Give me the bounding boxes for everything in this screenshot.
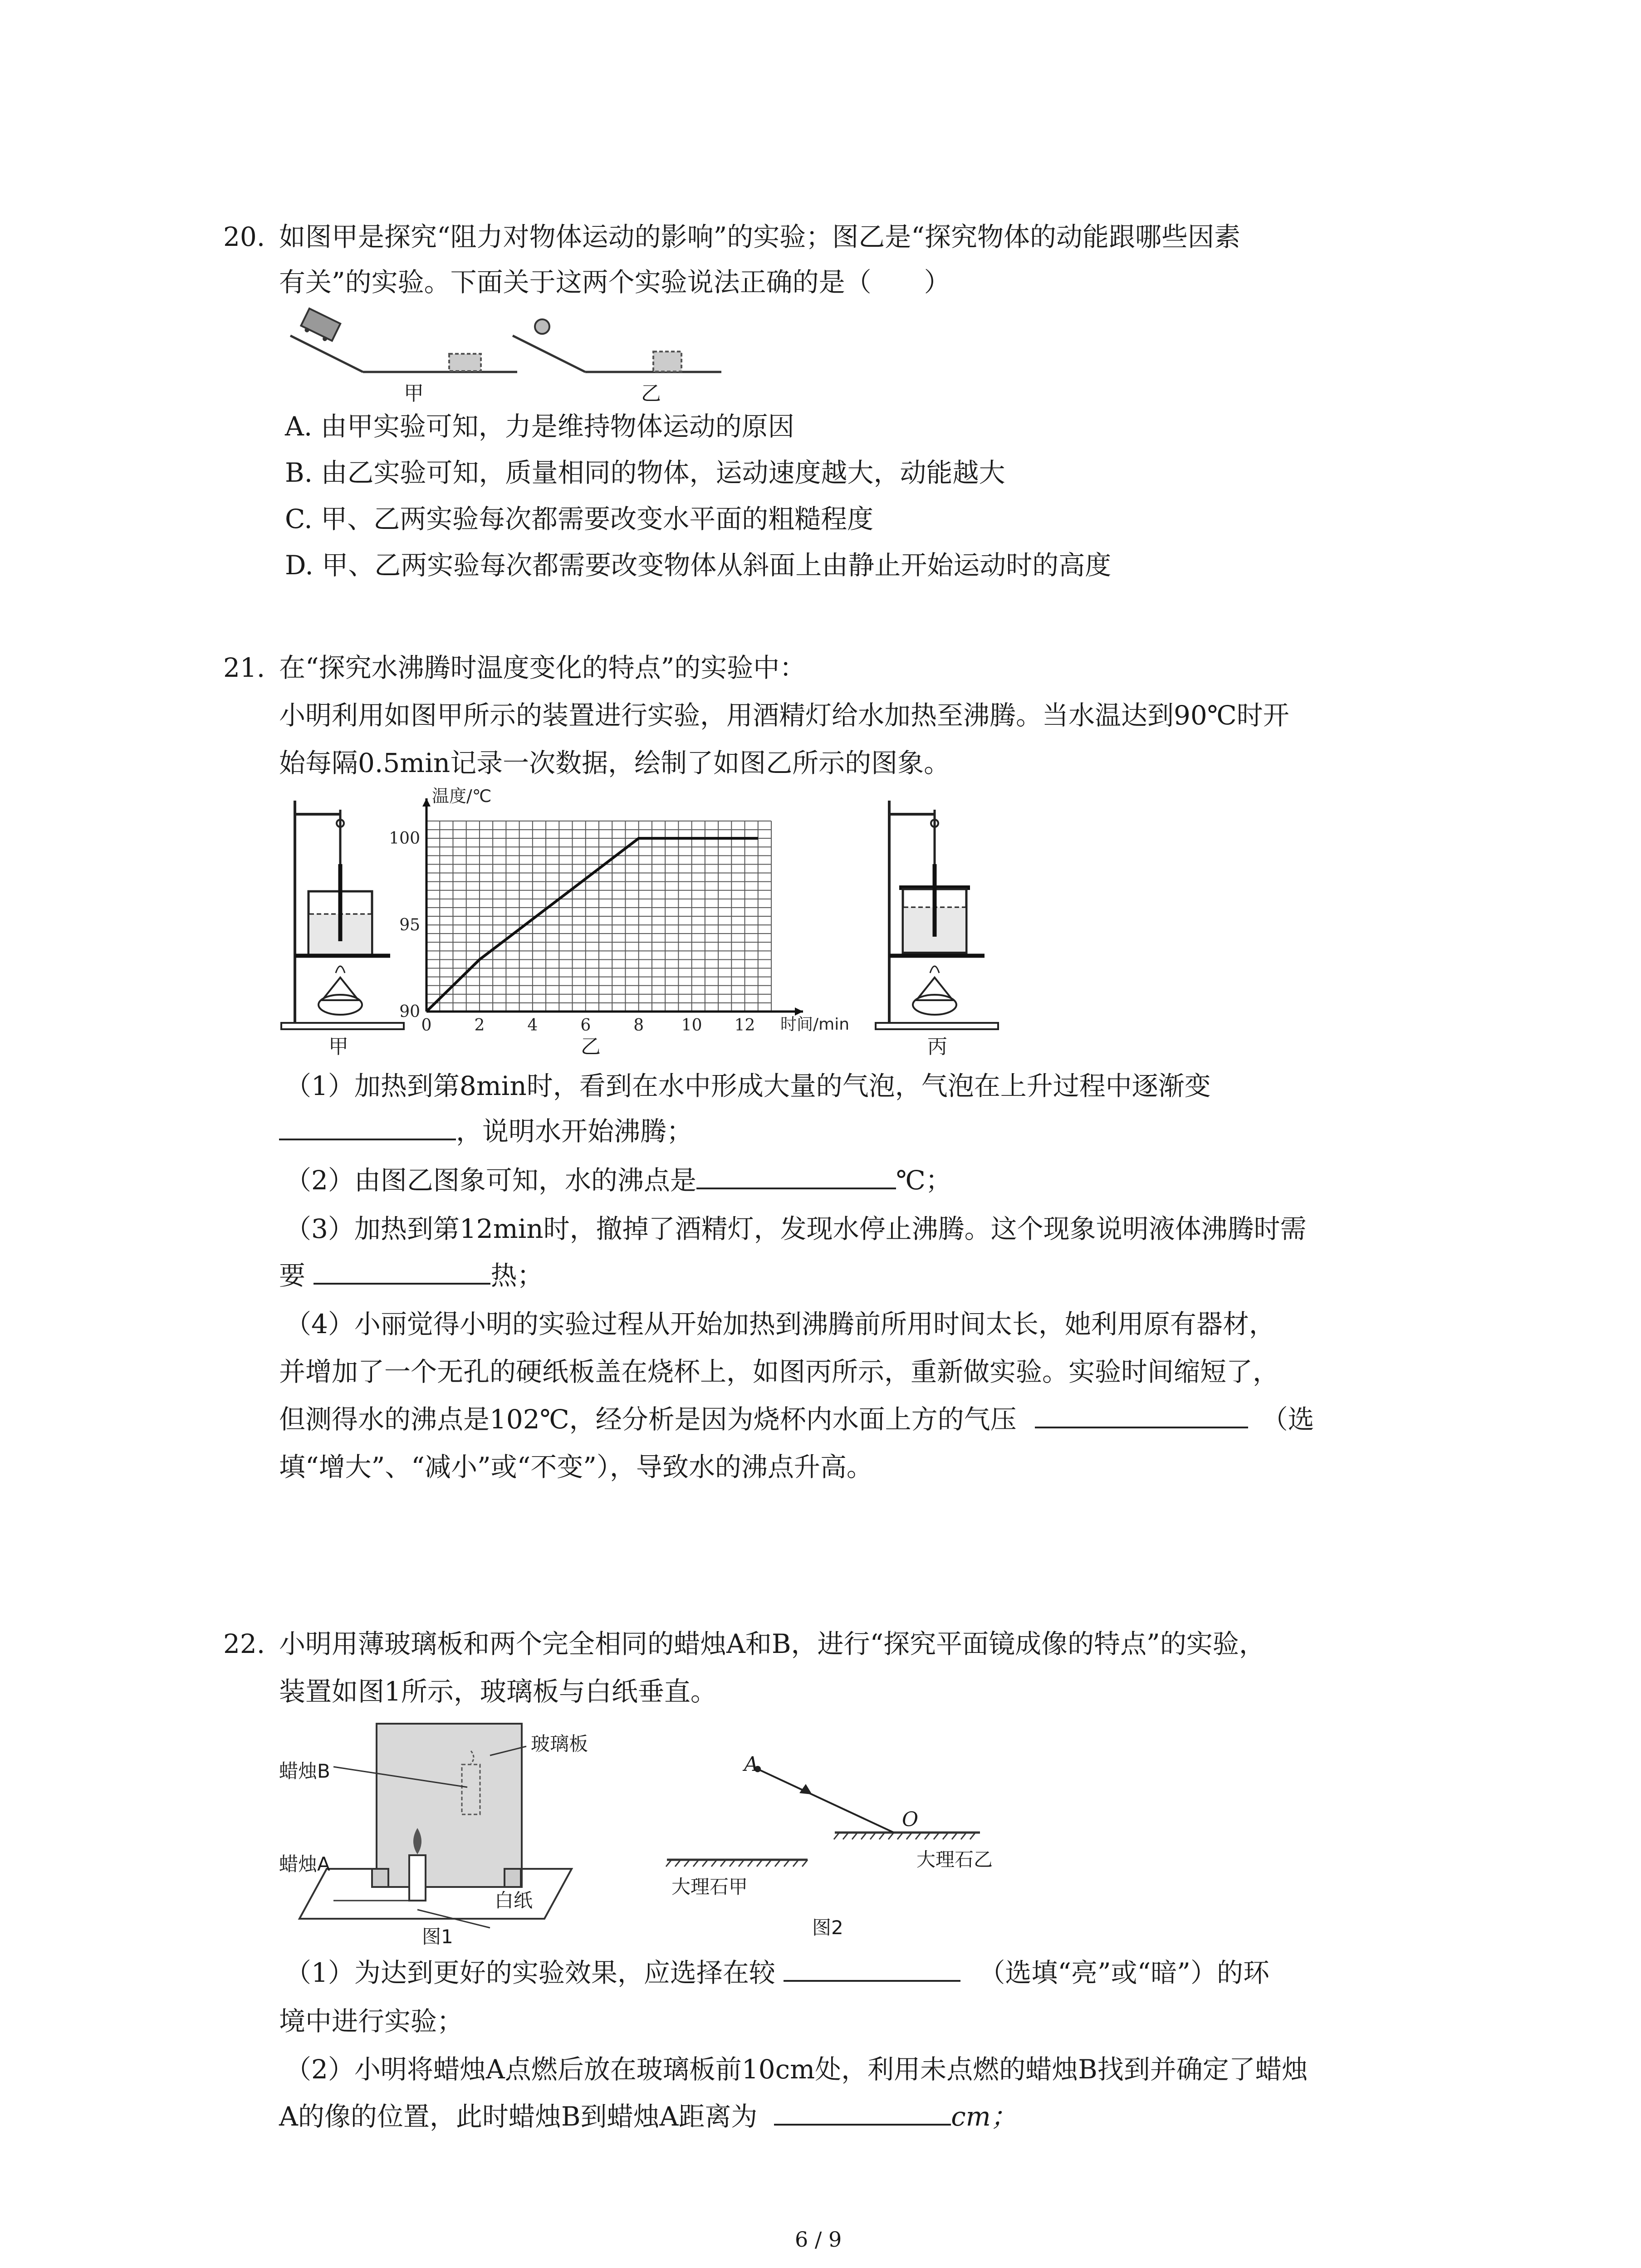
q22-p1-line2: 境中进行实验； [279, 2006, 464, 2037]
x-tick-label: 10 [681, 1016, 702, 1035]
x-tick-label: 8 [633, 1016, 644, 1035]
chart-ylabel: 温度/℃ [432, 786, 492, 806]
fig2-caption: 图2 [812, 1916, 843, 1939]
q22-p1-line1 [285, 1957, 1269, 1989]
q22-p2-line1: （2）小明将蜡烛A点燃后放在玻璃板前10cm处，利用未点燃的蜡烛B找到并确定了蜡烛 [285, 2054, 1308, 2085]
q21-p2-line [285, 1165, 952, 1197]
q22-blank-2[interactable] [774, 2101, 951, 2126]
q22-p1-text: （1）为达到更好的实验效果，应选择在较 [285, 1957, 775, 1988]
q22-stem-line2: 装置如图1所示，玻璃板与白纸垂直。 [279, 1676, 717, 1707]
fig2-label-o: O [902, 1808, 919, 1831]
fig1-caption: 图1 [422, 1926, 453, 1948]
q22-stem-line1: 小明用薄玻璃板和两个完全相同的蜡烛A和B，进行“探究平面镜成像的特点”的实验， [279, 1628, 1265, 1659]
q21-p4-line2: 并增加了一个无孔的硬纸板盖在烧杯上，如图丙所示，重新做实验。实验时间缩短了， [279, 1356, 1279, 1387]
q21-blank-2[interactable] [696, 1165, 896, 1189]
x-axis-arrow [795, 1007, 803, 1016]
q20-figure-yi [504, 308, 740, 417]
x-tick-label: 2 [474, 1016, 485, 1035]
q22-number: 22. [223, 1628, 265, 1659]
q20-number: 20. [223, 221, 265, 252]
x-tick-label: 0 [421, 1016, 432, 1035]
q21-p4-line3 [279, 1404, 1314, 1436]
q20-stem-line2: 有关”的实验。下面关于这两个实验说法正确的是（ ） [279, 267, 950, 298]
x-tick-label: 12 [734, 1016, 755, 1035]
q21-fig-label-jia: 甲 [328, 1035, 348, 1058]
q21-fig-label-yi: 乙 [581, 1035, 601, 1058]
q21-p3-text: 要 [279, 1260, 306, 1291]
x-tick-label: 6 [580, 1016, 591, 1035]
q21-p2-text: （2）由图乙图象可知，水的沸点是 [285, 1165, 696, 1196]
q21-p3-line2 [279, 1260, 543, 1292]
q20-option-b: B. 由乙实验可知，质量相同的物体，运动速度越大，动能越大 [285, 457, 1005, 488]
chart-xlabel: 时间/min [780, 1015, 850, 1034]
q21-p1-line1: （1）加热到第8min时，看到在水中形成大量的气泡，气泡在上升过程中逐渐变 [285, 1070, 1211, 1101]
y-tick-label: 90 [399, 1002, 420, 1021]
x-tick-label: 4 [527, 1016, 538, 1035]
q20-fig-label-yi: 乙 [641, 382, 661, 405]
fig1-label-paper: 白纸 [495, 1889, 533, 1911]
chart-grid [426, 821, 771, 1012]
q22-blank-1[interactable] [784, 1957, 960, 1982]
q21-fig-label-bing: 丙 [927, 1035, 947, 1058]
fig2-label-marble-yi: 大理石乙 [916, 1848, 993, 1871]
q22-figure-2 [653, 1751, 1062, 1896]
q21-stem-line2: 小明利用如图甲所示的装置进行实验，用酒精灯给水加热至沸腾。当水温达到90℃时开 [279, 700, 1289, 731]
q20-stem-line1: 如图甲是探究“阻力对物体运动的影响”的实验；图乙是“探究物体的动能跟哪些因素 [279, 221, 1240, 252]
y-tick-label: 95 [399, 916, 420, 935]
q21-p4-text: 但测得水的沸点是102℃，经分析是因为烧杯内水面上方的气压 [279, 1404, 1017, 1435]
q21-chart [381, 785, 850, 1039]
q20-option-a: A. 由甲实验可知，力是维持物体运动的原因 [285, 411, 794, 442]
q22-p2-unit: cm； [951, 2101, 1017, 2132]
q21-p1-line2-text: ，说明水开始沸腾； [456, 1116, 693, 1147]
q21-stem-line3: 始每隔0.5min记录一次数据，绘制了如图乙所示的图象。 [279, 748, 950, 778]
q22-p2-line2 [279, 2101, 1017, 2133]
q21-blank-1[interactable] [279, 1116, 456, 1140]
q20-option-c: C. 甲、乙两实验每次都需要改变水平面的粗糙程度 [285, 503, 874, 534]
q22-p1-tail: （选填“亮”或“暗”）的环 [979, 1957, 1269, 1988]
q21-blank-4[interactable] [1035, 1404, 1248, 1428]
q21-p4-line1: （4）小丽觉得小明的实验过程从开始加热到沸腾前所用时间太长，她利用原有器材， [285, 1309, 1275, 1339]
fig2-label-marble-jia: 大理石甲 [671, 1876, 748, 1898]
q20-option-d: D. 甲、乙两实验每次都需要改变物体从斜面上由静止开始运动时的高度 [285, 550, 1112, 581]
fig1-label-candle-b: 蜡烛B [279, 1760, 330, 1782]
q21-stem-line1: 在“探究水沸腾时温度变化的特点”的实验中： [279, 652, 806, 683]
fig1-label-candle-a: 蜡烛A [279, 1853, 330, 1875]
y-axis-arrow [422, 798, 431, 807]
q21-p3-tail: 热； [490, 1260, 544, 1291]
q20-fig-label-jia: 甲 [404, 382, 424, 405]
q21-p1-line2 [279, 1116, 693, 1148]
page-number: 6 / 9 [795, 2227, 842, 2252]
q21-p4-line4: 填“增大”、“减小”或“不变”），导致水的沸点升高。 [279, 1452, 873, 1482]
q21-figure-bing [871, 792, 1007, 1036]
fig1-label-glass: 玻璃板 [531, 1733, 588, 1755]
q22-p2-text: A的像的位置，此时蜡烛B到蜡烛A距离为 [279, 2101, 758, 2132]
fig2-label-a: A [744, 1753, 759, 1776]
q21-p2-unit: ℃； [896, 1165, 952, 1196]
q21-number: 21. [223, 652, 265, 683]
q21-p3-line1: （3）加热到第12min时，撤掉了酒精灯，发现水停止沸腾。这个现象说明液体沸腾时需 [285, 1213, 1307, 1244]
q21-blank-3[interactable] [314, 1260, 490, 1285]
q21-p4-tail: （选 [1261, 1404, 1314, 1435]
y-tick-label: 100 [389, 829, 420, 848]
